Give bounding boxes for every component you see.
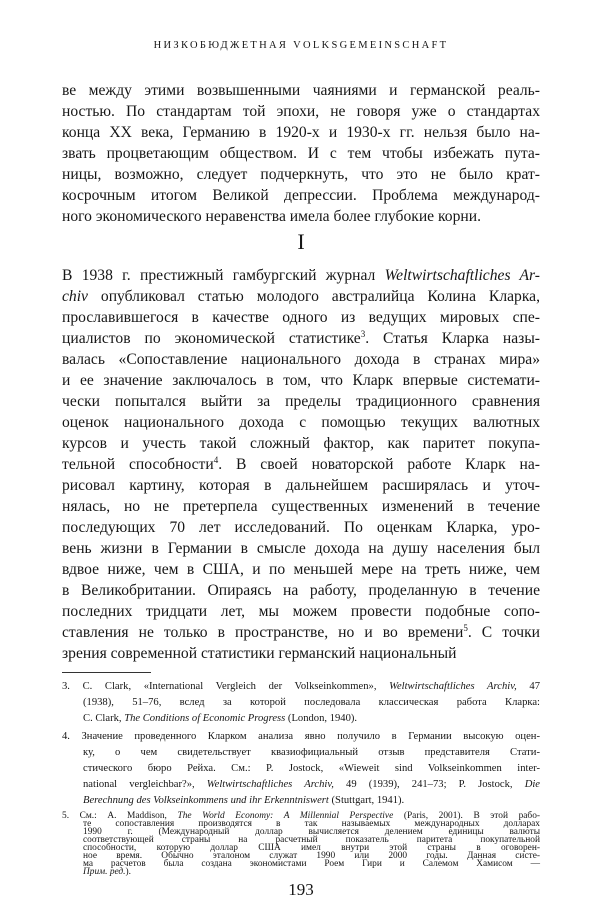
text-line: [62, 622, 540, 643]
text-line: конца XX века, Германию в 1920-х и 1930-х гг. нельзя было на-: [62, 124, 540, 141]
text-line: [62, 265, 540, 286]
text-line: нялась, но не претерпела существенных изменений в течение: [62, 498, 540, 515]
text-line: [62, 286, 540, 307]
text-line: курсов и учесть такой сложный фактор, как паритет покупа-: [62, 435, 540, 452]
text-run: national vergleichbar?»,: [83, 779, 207, 790]
book-title: The World Economy: A Millennial Perspective: [177, 811, 394, 821]
text-line: в Великобритании. Опираясь на работу, проделанную в течение: [62, 582, 540, 599]
footnote-line: ное время. Обычно эталоном служат 1990 или 2000 годы. Данная систе-: [83, 851, 540, 861]
journal-title: Weltwirtschaftliches Archiv,: [389, 681, 517, 692]
footnote-line: способности, которую доллар США имел внутри этой страны в оговорен-: [83, 843, 540, 853]
text-run: 49 (1939), 241–73; P. Jostock,: [333, 779, 525, 790]
footnote-line: [83, 867, 540, 877]
text-run: . Статья Кларка назы-: [365, 330, 541, 347]
text-line: вдвое ниже, чем в США, и по меньшей мере на треть ниже, чем: [62, 561, 540, 578]
text-line: оценок национального дохода с помощью текущих валютных: [62, 414, 540, 431]
footnote-4: 4. Значение проведенного Кларком анализа явно получило в Германии высокую оцен-: [62, 731, 540, 742]
text-line: [62, 328, 540, 349]
text-run: (Paris, 2001). В этой рабо-: [393, 811, 541, 821]
text-run: ).: [125, 867, 131, 877]
footnote-3: [62, 679, 540, 695]
text-run: тельной способности: [62, 456, 214, 473]
text-line: и ее значение заключалось в том, что Кларк впервые системати-: [62, 372, 540, 389]
text-run: 5. См.: A. Maddison,: [62, 811, 178, 821]
text-line: ностью. По стандартам той эпохи, не говоря уже о стандартах: [62, 103, 540, 120]
footnote-divider: [62, 672, 151, 673]
text-run: (Stuttgart, 1941).: [328, 795, 405, 806]
text-run: ставления не только в пространстве, но и во времени: [62, 624, 464, 641]
text-run: 47: [516, 681, 540, 692]
journal-title: Weltwirtschaftliches Archiv,: [206, 779, 334, 790]
text-line: рисовал картину, которая в дальнейшем расширялась и уточ-: [62, 477, 540, 494]
book-title: The Conditions of Economic Progress: [124, 713, 286, 724]
text-line: ницы, возможно, следует подчеркнуть, что это не было крат-: [62, 166, 540, 183]
footnote-line: [83, 793, 540, 809]
footnote-line: соответствующей страны на расчетный показатель паритета покупательной: [83, 835, 540, 845]
footnote-line: [83, 777, 540, 793]
footnote-line: 1990 г. (Международный доллар вычисляется делением единицы валюты: [83, 827, 540, 837]
text-run: опубликовал статью молодого австралийца Колина Кларка,: [87, 288, 540, 305]
text-run: (London, 1940).: [285, 713, 358, 724]
footnote-line: (1938), 51–76, вслед за которой последовала классическая работа Кларка:: [83, 697, 540, 708]
section-number: I: [297, 229, 305, 254]
book-title: Berechnung des Volkseinkommens und ihr Erkenntniswert: [83, 795, 329, 806]
text-line: звать процветающим обществом. И с тем чтобы избежать пута-: [62, 145, 540, 162]
footnote-ref[interactable]: 3: [360, 328, 366, 339]
journal-title: chiv: [62, 288, 88, 305]
text-line: прославившегося в качестве одного из ведущих мировых спе-: [62, 309, 540, 326]
footnote-ref[interactable]: 4: [213, 454, 219, 465]
text-line: последних тридцати лет, мы можем провести подобные сопо-: [62, 603, 540, 620]
text-line: [62, 454, 540, 475]
text-run: . В своей новаторской работе Кларк на-: [218, 456, 541, 473]
text-line: ного экономического неравенства имела более глубокие корни.: [62, 208, 481, 225]
text-line: валась «Сопоставление национального дохода в странах мира»: [62, 351, 540, 368]
footnote-line: [83, 711, 540, 727]
footnote-line: ма расчетов была создана экономистами Роем Гири и Салемом Хамисом —: [83, 859, 540, 869]
book-title: Die: [524, 779, 540, 790]
journal-title: Weltwirtschaftliches Ar-: [384, 267, 540, 284]
text-run: 3. C. Clark, «International Vergleich der Volkseinkommen»,: [62, 681, 390, 692]
text-run: C. Clark,: [83, 713, 125, 724]
text-line: вень жизни в Германии в смысле дохода на душу населения был: [62, 540, 540, 557]
text-line: последующих 70 лет исследований. По оценкам Кларка, уро-: [62, 519, 540, 536]
running-header: НИЗКОБЮДЖЕТНАЯ VOLKSGEMEINSCHAFT: [153, 40, 449, 51]
text-line: ве между этими возвышенными чаяниями и германской реаль-: [62, 82, 540, 99]
footnote-line: те сопоставления производятся в так называемых международных долларах: [83, 819, 540, 829]
text-line: косрочным итогом Великой депрессии. Проблема международ-: [62, 187, 540, 204]
text-run: В 1938 г. престижный гамбургский журнал: [62, 267, 385, 284]
text-run: циалистов по экономической статистике: [62, 330, 361, 347]
text-line: зрения современной статистики германский национальный: [62, 645, 457, 662]
footnote-line: ку, о чем свидетельствует квазиофициальный отзыв представителя Стати-: [83, 747, 540, 758]
footnote-ref[interactable]: 5: [463, 622, 468, 633]
editor-note: Прим. ред.: [83, 867, 126, 877]
page-number: 193: [288, 880, 314, 899]
text-run: . С точки: [467, 624, 540, 641]
text-line: чески попытался выйти за пределы традиционного сравнения: [62, 393, 540, 410]
footnote-line: стического бюро Рейха. См.: P. Jostock, «Wieweit sind Volkseinkommen inter-: [83, 763, 540, 774]
